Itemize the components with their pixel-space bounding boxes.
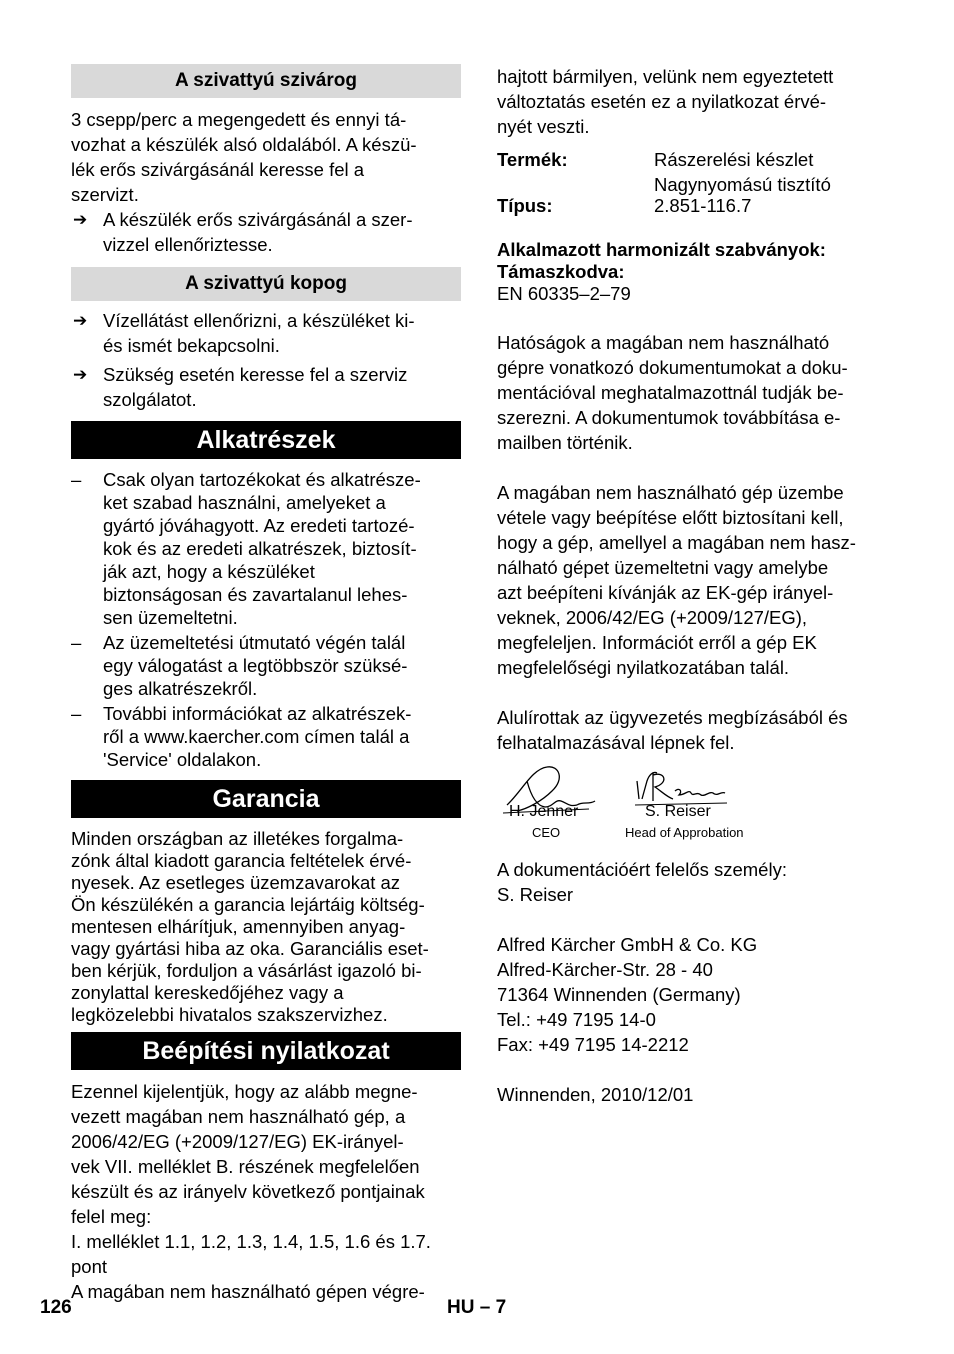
knock-bullet-1 bbox=[71, 308, 461, 358]
product-value-2: Nagynyomású tisztító bbox=[654, 174, 831, 195]
signer-1-name: H. Jenner bbox=[509, 803, 579, 820]
leak-bullet bbox=[71, 207, 461, 257]
knock-bullet-2-line-2: szolgálatot. bbox=[103, 389, 197, 410]
leak-line-1: 3 csepp/perc a megengedett és ennyi tá- bbox=[71, 109, 407, 130]
signer-2-name: S. Reiser bbox=[645, 803, 711, 820]
signer-1-role: CEO bbox=[532, 825, 561, 840]
leak-line-3: lék erős szivárgásánál keresse fel a bbox=[71, 159, 365, 180]
heading-pump-leaks: A szivattyú szivárog bbox=[71, 64, 461, 98]
language-page-label: HU – 7 bbox=[447, 1297, 507, 1318]
signature-block bbox=[497, 755, 897, 847]
page-number: 126 bbox=[40, 1297, 72, 1318]
knock-bullet-1-line-2: és ismét bekapcsolni. bbox=[103, 335, 280, 356]
arrow-right-icon: ➔ bbox=[73, 210, 88, 229]
left-column: A szivattyú szivárog 3 csepp/perc a megengedett és ennyi tá- vozhat a készülék alsó oldalából. A készü- lék erős szivárgásánál keresse fel a szervizt. ➔ A készülék erős szivárgásánál a szer- vizzel ellenőriztesse. A szivattyú kopog ➔ Vízellátást ellenőrizni, a készüléket ki- és ismét bekapcsolni. ➔ Szükség esetén keresse fel a szerviz szolgálatot. Alkatrészek – Csak olyan tartozékokat és alkatrésze- ket szabad használni, amelyeket a gyártó jóváhagyott. Az eredeti tartozé- kok és az eredeti alkatrészek, biztosít- ják azt, hogy a készüléket biztonságosan és zavartalanul lehes- sen üzemeltetni. – Az üzemeltetési útmutató végén talál egy válogatást a legtöbbször szüksé- ges alkatrészekről. – További információkat az alkatrészek- ről a www.kaercher.com címen talál a 'Service' oldalakon. Garancia Minden országban az illetékes forgalma- zónk által kiadott garancia feltételek érvé- nyesek. Az esetleges üzemzavarokat az Ön készülékén a garancia lejártáig költség- mentesen elhárítjuk, amennyiben anyag- vagy gyártási hiba az oka. Garanciális eset- ben kérjük, forduljon a vásárlást igazoló bi- zonylattal kereskedőjéhez vagy a legközelebbi hivatalos szakszervizhez. Beépítési nyilatkozat Ezennel kijelentjük, hogy az alább megne- vezett magában nem használható gép, a 2006/42/EG (+2009/127/EG) EK-irányel- vek VII. melléklet B. részének megfelelően készült és az irányelv következő pontjainak felel meg: I. melléklet 1.1, 1.2, 1.3, 1.4, 1.5, 1.6 és 1.7. pont A magában nem használható gépen végre- bbox=[71, 64, 461, 1304]
leak-bullet-line-2: vizzel ellenőriztesse. bbox=[103, 234, 273, 255]
arrow-right-icon: ➔ bbox=[73, 311, 88, 330]
standard-value: EN 60335–2–79 bbox=[497, 283, 631, 304]
knock-bullet-1-line-1: Vízellátást ellenőrizni, a készüléket ki- bbox=[103, 310, 415, 331]
product-label: Termék: bbox=[497, 149, 568, 170]
heading-spare-parts: Alkatrészek bbox=[71, 421, 461, 459]
parts-item-2: – Az üzemeltetési útmutató végén talál egy válogatást a legtöbbször szüksé- ges alkatrészekről. bbox=[71, 632, 408, 699]
parts-item-3: – További információkat az alkatrészek- ről a www.kaercher.com címen talál a 'Service' oldalakon. bbox=[71, 703, 412, 770]
heading-pump-knocks: A szivattyú kopog bbox=[71, 267, 461, 301]
product-row bbox=[497, 147, 897, 172]
date-place: Winnenden, 2010/12/01 bbox=[497, 1084, 694, 1105]
standards-label: Alkalmazott harmonizált szabványok: bbox=[497, 239, 826, 260]
type-label: Típus: bbox=[497, 195, 553, 216]
based-label: Támaszkodva: bbox=[497, 261, 625, 282]
heading-installation-declaration: Beépítési nyilatkozat bbox=[71, 1032, 461, 1070]
product-value: Rászerelési készlet bbox=[654, 149, 814, 170]
signer-2-role: Head of Approbation bbox=[625, 825, 744, 840]
heading-warranty: Garancia bbox=[71, 780, 461, 818]
knock-bullet-2-line-1: Szükség esetén keresse fel a szerviz bbox=[103, 364, 408, 385]
arrow-right-icon: ➔ bbox=[73, 365, 88, 384]
leak-line-4: szervizt. bbox=[71, 184, 139, 205]
type-value: 2.851-116.7 bbox=[654, 195, 752, 216]
leak-line-2: vozhat a készülék alsó oldalából. A készü- bbox=[71, 134, 417, 155]
parts-item-1: – Csak olyan tartozékokat és alkatrésze- ket szabad használni, amelyeket a gyártó jóváhagyott. Az eredeti tartozé- kok és az eredeti alkatrészek, biztosít- ják azt, hogy a készüléket biztonságosan és zavartalanul lehes- sen üzemeltetni. bbox=[71, 469, 421, 628]
type-row bbox=[497, 193, 897, 218]
right-column: hajtott bármilyen, velünk nem egyeztetett változtatás esetén ez a nyilatkozat érvé- nyét veszti. Termék: Rászerelési készlet Nagynyomású tisztító Típus: 2.851-116.7 Alkalmazott harmonizált szabványok: Támaszkodva: EN 60335–2–79 Hatóságok a magában nem használható gépre vonatkozó dokumentumokat a doku- mentációval meghatalmazottnál tudják be- szerezni. A dokumentumok továbbítása e- mailben történik. A magában nem használható gép üzembe vétele vagy beépítése előtt biztosítani kell, hogy a gép, amellyel a magában nem hasz- nálható gépet üzemeltetni vagy amelybe azt beépíteni kívánják az EK-gép irányel- veknek, 2006/42/EG (+2009/127/EG), megfeleljen. Információt erről a gép EK megfelelőségi nyilatkozatában talál. Alulírottak az ügyvezetés megbízásából és felhatalmazásával lépnek fel. H. Jenner CEO S. Reiser Head of Approbation A dokumentációért felelős személy: S. Reiser Alfred Kärcher GmbH & Co. KG Alfred-Kärcher-Str. 28 - 40 71364 Winnenden (Germany) Tel.: +49 7195 14-0 Fax: +49 7195 14-2212 Winnenden, 2010/12/01 bbox=[497, 64, 897, 1107]
knock-bullet-2 bbox=[71, 362, 461, 412]
leak-bullet-line-1: A készülék erős szivárgásánál a szer- bbox=[103, 209, 413, 230]
